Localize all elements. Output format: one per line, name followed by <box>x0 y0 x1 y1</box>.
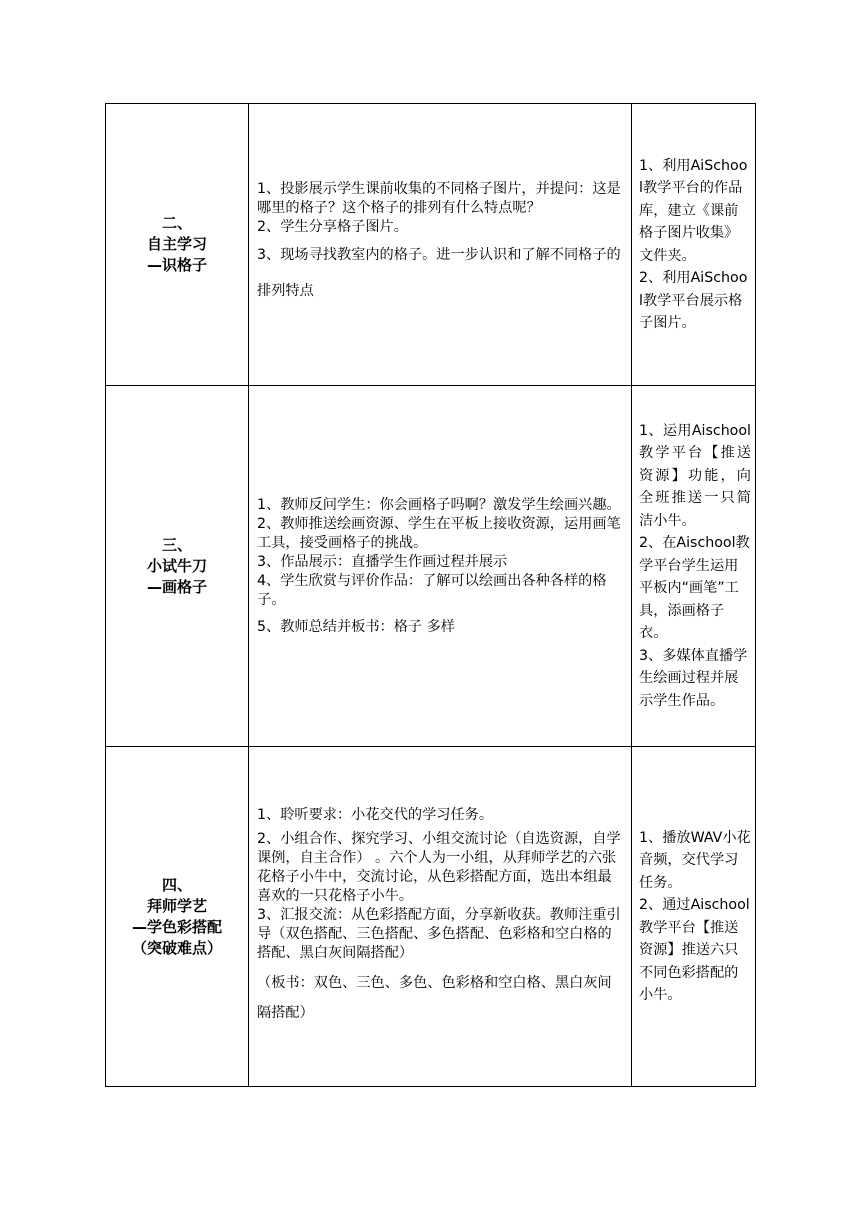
process-step: 3、汇报交流：从色彩搭配方面，分享新收获。教师注重引导（双色搭配、三色搭配、多色搭配、色彩格和空白格的搭配、黑白灰间隔搭配） <box>257 906 621 961</box>
stage-title: 小试牛刀 <box>146 556 207 575</box>
tech-item: 1、播放WAV小花音频，交代学习任务。 <box>639 829 751 891</box>
process-cell <box>249 104 632 386</box>
stage-title: 拜师学艺 <box>146 896 207 915</box>
tech-cell <box>632 104 756 386</box>
stage-number: 四、 <box>161 875 192 894</box>
process-cell <box>249 747 632 1087</box>
stage-cell <box>106 386 249 747</box>
tech-cell <box>632 747 756 1087</box>
tech-item: 2、通过Aischool教学平台【推送资源】推送六只不同色彩搭配的小牛。 <box>639 897 750 1003</box>
stage-cell <box>106 104 249 386</box>
stage-title: 自主学习 <box>146 235 207 253</box>
process-step: 2、教师推送绘画资源、学生在平板上接收资源，运用画笔工具，接受画格子的挑战。 <box>257 515 621 551</box>
process-step: 2、学生分享格子图片。 <box>257 219 408 235</box>
process-step: 1、投影展示学生课前收集的不同格子图片，并提问：这是哪里的格子？这个格子的排列有什么特点呢？ <box>257 181 621 216</box>
process-step: （板书：双色、三色、多色、色彩格和空白格、黑白灰间隔搭配） <box>257 974 612 1021</box>
table-row <box>106 386 756 747</box>
process-step: 3、现场寻找教室内的格子。进一步认识和了解不同格子的排列特点 <box>257 247 621 299</box>
table-row <box>106 104 756 386</box>
tech-item: 2、在Aischool教学平台学生运用平板内“画笔”工具，添画格子衣。 <box>639 535 750 642</box>
stage-subtitle: —学色彩搭配 <box>131 917 222 936</box>
table-row <box>106 747 756 1087</box>
tech-cell <box>632 386 756 747</box>
process-cell <box>249 386 632 747</box>
stage-subtitle: —画格子 <box>146 577 207 596</box>
stage-number: 二、 <box>161 214 192 232</box>
stage-subtitle: —识格子 <box>146 256 207 274</box>
tech-item: 1、利用AiSchool教学平台的作品库，建立《课前格子图片收集》文件夹。 <box>639 157 748 264</box>
stage-cell <box>106 747 249 1087</box>
stage-note: （突破难点） <box>131 938 222 957</box>
lesson-plan-table <box>105 103 756 1087</box>
process-step: 1、聆听要求：小花交代的学习任务。 <box>257 806 494 823</box>
process-step: 4、学生欣赏与评价作品：了解可以绘画出各种各样的格子。 <box>257 572 607 608</box>
process-step: 3、作品展示：直播学生作画过程并展示 <box>257 553 508 570</box>
process-step: 5、教师总结并板书：格子 多样 <box>257 618 455 635</box>
stage-number: 三、 <box>161 535 192 554</box>
tech-item: 1、运用Aischool教学平台【推送资源】功能，向全班推送一只简洁小牛。 <box>639 422 751 529</box>
tech-item: 2、利用AiSchool教学平台展示格子图片。 <box>639 270 748 331</box>
process-step: 2、小组合作、探究学习、小组交流讨论（自选资源，自学课例，自主合作） 。六个人为一小组，从拜师学艺的六张花格子小牛中，交流讨论，从色彩搭配方面，选出本组最喜欢的一只花格子小牛。 <box>257 830 621 904</box>
process-step: 1、教师反问学生：你会画格子吗啊？激发学生绘画兴趣。 <box>257 496 621 513</box>
tech-item: 3、多媒体直播学生绘画过程并展示学生作品。 <box>639 647 748 709</box>
